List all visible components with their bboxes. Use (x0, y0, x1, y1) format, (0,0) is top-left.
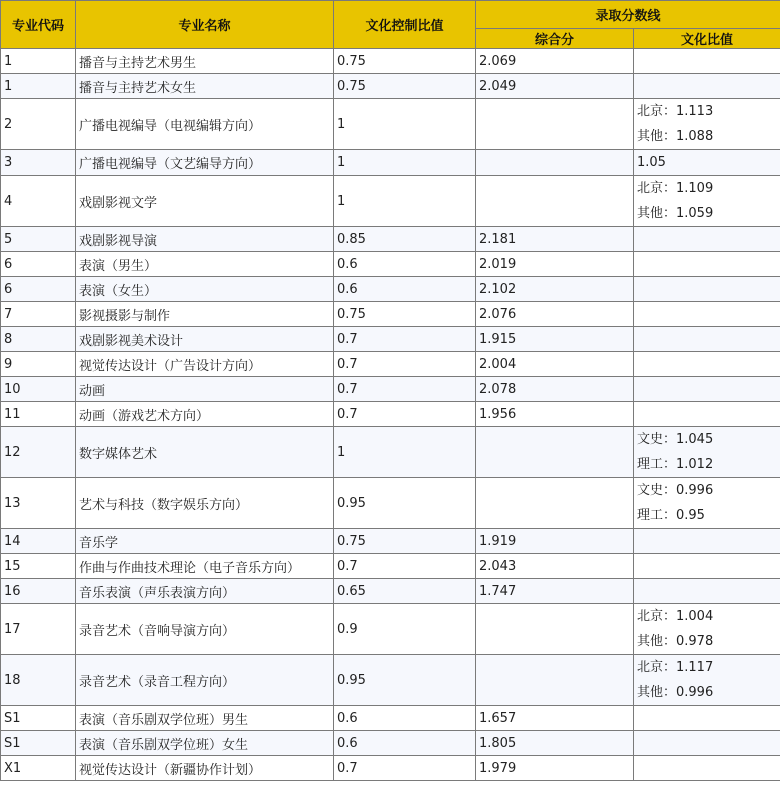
culture-ratio-line: 理工：1.012 (637, 457, 714, 472)
table-row (1, 554, 780, 579)
cell-composite (476, 99, 634, 150)
table-row (1, 478, 780, 529)
cell-ratio: 1 (334, 176, 476, 227)
cell-name: 录音艺术（音响导演方向） (76, 604, 334, 655)
table-body (1, 49, 780, 781)
cell-name: 广播电视编导（电视编辑方向） (76, 99, 334, 150)
cell-ratio: 0.7 (334, 554, 476, 579)
table-row (1, 579, 780, 604)
table-row (1, 352, 780, 377)
cell-ratio: 0.75 (334, 302, 476, 327)
cell-culture-ratio (634, 604, 780, 655)
cell-ratio: 0.7 (334, 756, 476, 781)
cell-culture-ratio (634, 427, 780, 478)
culture-ratio-line: 北京：1.004 (637, 609, 714, 624)
cell-code: 1 (1, 49, 76, 74)
cell-composite (476, 655, 634, 706)
cell-culture-ratio (634, 327, 780, 352)
cell-composite (476, 478, 634, 529)
cell-culture-ratio (634, 252, 780, 277)
cell-name: 戏剧影视美术设计 (76, 327, 334, 352)
cell-culture-ratio (634, 655, 780, 706)
cell-culture-ratio (634, 478, 780, 529)
cell-ratio: 0.85 (334, 227, 476, 252)
cell-culture-ratio (634, 529, 780, 554)
cell-code: 1 (1, 74, 76, 99)
cell-composite: 2.076 (476, 302, 634, 327)
cell-composite: 2.078 (476, 377, 634, 402)
cell-ratio: 0.7 (334, 377, 476, 402)
table-row (1, 402, 780, 427)
culture-ratio-line: 文史：0.996 (637, 483, 714, 498)
cell-code: 12 (1, 427, 76, 478)
cell-code: 6 (1, 252, 76, 277)
culture-ratio-line: 北京：1.109 (637, 181, 714, 196)
cell-culture-ratio (634, 756, 780, 781)
cell-culture-ratio (634, 377, 780, 402)
cell-name: 播音与主持艺术男生 (76, 49, 334, 74)
cell-ratio: 0.6 (334, 277, 476, 302)
table-row (1, 756, 780, 781)
cell-culture-ratio (634, 74, 780, 99)
cell-composite: 1.915 (476, 327, 634, 352)
cell-name: 播音与主持艺术女生 (76, 74, 334, 99)
culture-ratio-line: 其他：1.088 (637, 129, 714, 144)
cell-composite: 2.102 (476, 277, 634, 302)
cell-code: 8 (1, 327, 76, 352)
cell-composite (476, 150, 634, 176)
cell-composite: 1.979 (476, 756, 634, 781)
cell-code: 11 (1, 402, 76, 427)
cell-composite: 1.657 (476, 706, 634, 731)
table-row (1, 49, 780, 74)
cell-ratio: 1 (334, 150, 476, 176)
cell-name: 影视摄影与制作 (76, 302, 334, 327)
cell-composite: 1.805 (476, 731, 634, 756)
cell-composite: 2.069 (476, 49, 634, 74)
cell-code: 5 (1, 227, 76, 252)
cell-code: 15 (1, 554, 76, 579)
cell-composite: 2.043 (476, 554, 634, 579)
cell-ratio: 0.6 (334, 252, 476, 277)
cell-code: X1 (1, 756, 76, 781)
cell-name: 表演（女生） (76, 277, 334, 302)
cell-culture-ratio (634, 99, 780, 150)
cell-name: 音乐表演（声乐表演方向） (76, 579, 334, 604)
cell-name: 数字媒体艺术 (76, 427, 334, 478)
table-row (1, 604, 780, 655)
cell-culture-ratio (634, 150, 780, 176)
cell-name: 音乐学 (76, 529, 334, 554)
cell-code: 9 (1, 352, 76, 377)
culture-ratio-line: 其他：1.059 (637, 206, 714, 221)
cell-ratio: 0.9 (334, 604, 476, 655)
cell-name: 广播电视编导（文艺编导方向） (76, 150, 334, 176)
culture-ratio-line: 1.05 (637, 155, 666, 170)
table-row (1, 377, 780, 402)
table-row (1, 227, 780, 252)
cell-code: 7 (1, 302, 76, 327)
cell-composite (476, 176, 634, 227)
cell-culture-ratio (634, 176, 780, 227)
cell-name: 视觉传达设计（新疆协作计划） (76, 756, 334, 781)
culture-ratio-line: 文史：1.045 (637, 432, 714, 447)
table-row (1, 176, 780, 227)
cell-code: 13 (1, 478, 76, 529)
header-ratio: 文化控制比值 (334, 1, 476, 49)
cell-name: 戏剧影视导演 (76, 227, 334, 252)
cell-code: 6 (1, 277, 76, 302)
cell-name: 作曲与作曲技术理论（电子音乐方向） (76, 554, 334, 579)
culture-ratio-line: 理工：0.95 (637, 508, 705, 523)
cell-composite: 1.919 (476, 529, 634, 554)
cell-name: 艺术与科技（数字娱乐方向） (76, 478, 334, 529)
cell-code: 2 (1, 99, 76, 150)
table-row (1, 150, 780, 176)
header-row-1 (1, 1, 780, 29)
header-composite: 综合分 (476, 29, 634, 49)
cell-composite: 2.004 (476, 352, 634, 377)
cell-composite: 2.049 (476, 74, 634, 99)
culture-ratio-line: 北京：1.113 (637, 104, 714, 119)
cell-code: 4 (1, 176, 76, 227)
cell-composite: 2.181 (476, 227, 634, 252)
header-name: 专业名称 (76, 1, 334, 49)
cell-ratio: 1 (334, 427, 476, 478)
cell-culture-ratio (634, 277, 780, 302)
cell-name: 动画（游戏艺术方向） (76, 402, 334, 427)
cell-ratio: 0.6 (334, 706, 476, 731)
cell-ratio: 0.7 (334, 327, 476, 352)
cell-code: 17 (1, 604, 76, 655)
cell-culture-ratio (634, 402, 780, 427)
cell-composite (476, 604, 634, 655)
cell-culture-ratio (634, 49, 780, 74)
cell-culture-ratio (634, 227, 780, 252)
cell-ratio: 0.75 (334, 49, 476, 74)
cell-name: 视觉传达设计（广告设计方向） (76, 352, 334, 377)
cell-ratio: 0.95 (334, 655, 476, 706)
cell-culture-ratio (634, 352, 780, 377)
cell-ratio: 0.6 (334, 731, 476, 756)
table-row (1, 655, 780, 706)
cell-ratio: 0.7 (334, 402, 476, 427)
table-row (1, 529, 780, 554)
cell-composite: 2.019 (476, 252, 634, 277)
header-culture-ratio: 文化比值 (634, 29, 780, 49)
table-row (1, 731, 780, 756)
cell-culture-ratio (634, 302, 780, 327)
cell-ratio: 0.75 (334, 529, 476, 554)
table-row (1, 99, 780, 150)
culture-ratio-line: 北京：1.117 (637, 660, 714, 675)
cell-name: 表演（男生） (76, 252, 334, 277)
cell-code: 16 (1, 579, 76, 604)
cell-ratio: 1 (334, 99, 476, 150)
cell-ratio: 0.75 (334, 74, 476, 99)
cell-composite (476, 427, 634, 478)
table-row (1, 427, 780, 478)
cell-culture-ratio (634, 579, 780, 604)
cell-culture-ratio (634, 554, 780, 579)
table-row (1, 74, 780, 99)
cell-code: S1 (1, 731, 76, 756)
cell-culture-ratio (634, 706, 780, 731)
table-row (1, 706, 780, 731)
cell-code: 14 (1, 529, 76, 554)
cell-ratio: 0.65 (334, 579, 476, 604)
table-row (1, 327, 780, 352)
header-code: 专业代码 (1, 1, 76, 49)
table-row (1, 302, 780, 327)
cell-name: 动画 (76, 377, 334, 402)
culture-ratio-line: 其他：0.978 (637, 634, 714, 649)
cell-code: 18 (1, 655, 76, 706)
cell-name: 表演（音乐剧双学位班）女生 (76, 731, 334, 756)
cell-composite: 1.747 (476, 579, 634, 604)
cell-name: 戏剧影视文学 (76, 176, 334, 227)
cell-ratio: 0.7 (334, 352, 476, 377)
cell-code: S1 (1, 706, 76, 731)
cell-composite: 1.956 (476, 402, 634, 427)
cell-name: 表演（音乐剧双学位班）男生 (76, 706, 334, 731)
table-row (1, 252, 780, 277)
cell-name: 录音艺术（录音工程方向） (76, 655, 334, 706)
culture-ratio-line: 其他：0.996 (637, 685, 714, 700)
header-score-line: 录取分数线 (476, 1, 780, 29)
cell-ratio: 0.95 (334, 478, 476, 529)
cell-code: 10 (1, 377, 76, 402)
cell-code: 3 (1, 150, 76, 176)
table-row (1, 277, 780, 302)
cell-culture-ratio (634, 731, 780, 756)
